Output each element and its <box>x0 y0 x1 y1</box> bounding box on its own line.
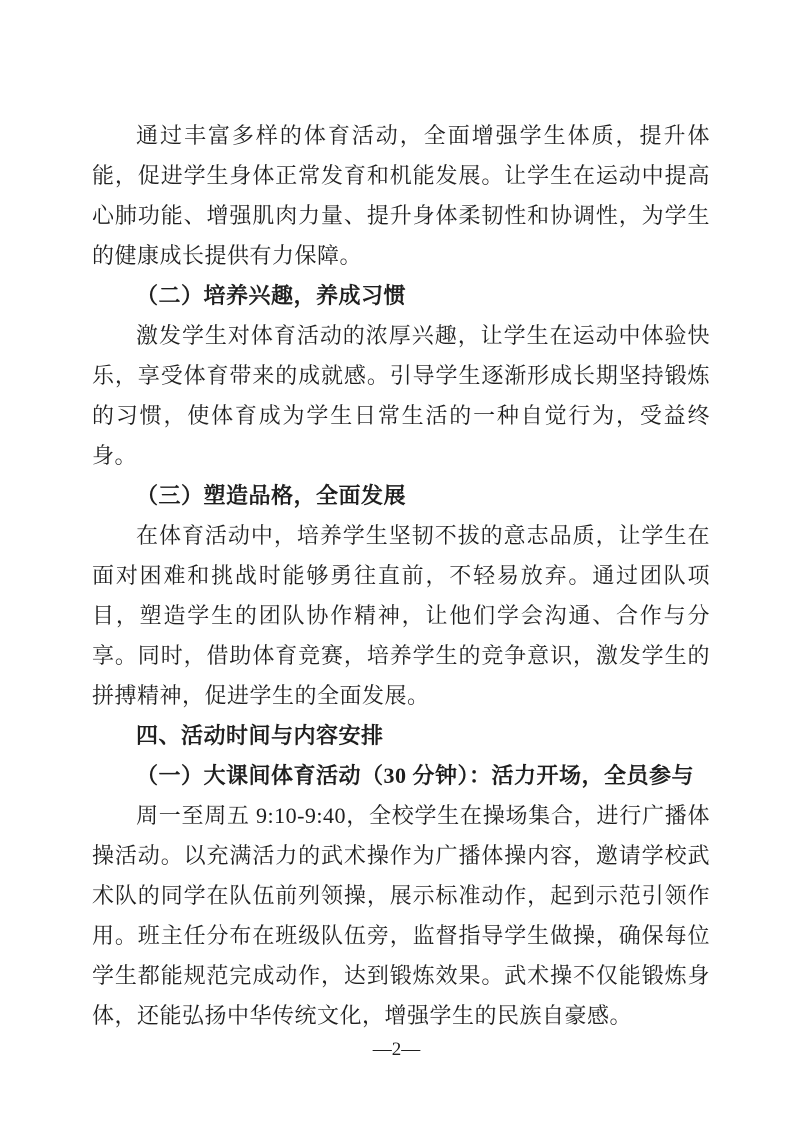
page-number: —2— <box>372 1039 421 1060</box>
paragraph-interest-habit: 激发学生对体育活动的浓厚兴趣，让学生在运动中体验快乐，享受体育带来的成就感。引导学生逐渐形成长期坚持锻炼的习惯，使体育成为学生日常生活的一种自觉行为，受益终身。 <box>92 323 710 468</box>
heading-shape-character: （三）塑造品格，全面发展 <box>136 483 407 508</box>
heading-recess-activity: （一）大课间体育活动（30 分钟）：活力开场，全员参与 <box>136 763 695 788</box>
paragraph-strengthen-fitness: 通过丰富多样的体育活动，全面增强学生体质，提升体能，促进学生身体正常发育和机能发展。让学生在运动中提高心肺功能、增强肌肉力量、提升身体柔韧性和协调性，为学生的健康成长提供有力保障。 <box>92 123 710 268</box>
heading-activity-schedule: 四、活动时间与内容安排 <box>136 723 384 748</box>
paragraph-character-development: 在体育活动中，培养学生坚韧不拔的意志品质，让学生在面对困难和挑战时能够勇往直前，不轻易放弃。通过团队项目，塑造学生的团队协作精神，让他们学会沟通、合作与分享。同时，借助体育竞赛，培养学生的竞争意识，激发学生的拼搏精神，促进学生的全面发展。 <box>92 523 710 708</box>
paragraph-morning-exercise: 周一至周五 9:10-9:40，全校学生在操场集合，进行广播体操活动。以充满活力的武术操作为广播体操内容，邀请学校武术队的同学在队伍前列领操，展示标准动作，起到示范引领作用。班主任分布在班级队伍旁，监督指导学生做操，确保每位学生都能规范完成动作，达到锻炼效果。武术操不仅能锻炼身体，还能弘扬中华传统文化，增强学生的民族自豪感。 <box>92 803 710 1028</box>
heading-cultivate-interest: （二）培养兴趣，养成习惯 <box>136 283 407 308</box>
document-body <box>92 116 710 1036</box>
page-footer <box>0 1036 793 1064</box>
